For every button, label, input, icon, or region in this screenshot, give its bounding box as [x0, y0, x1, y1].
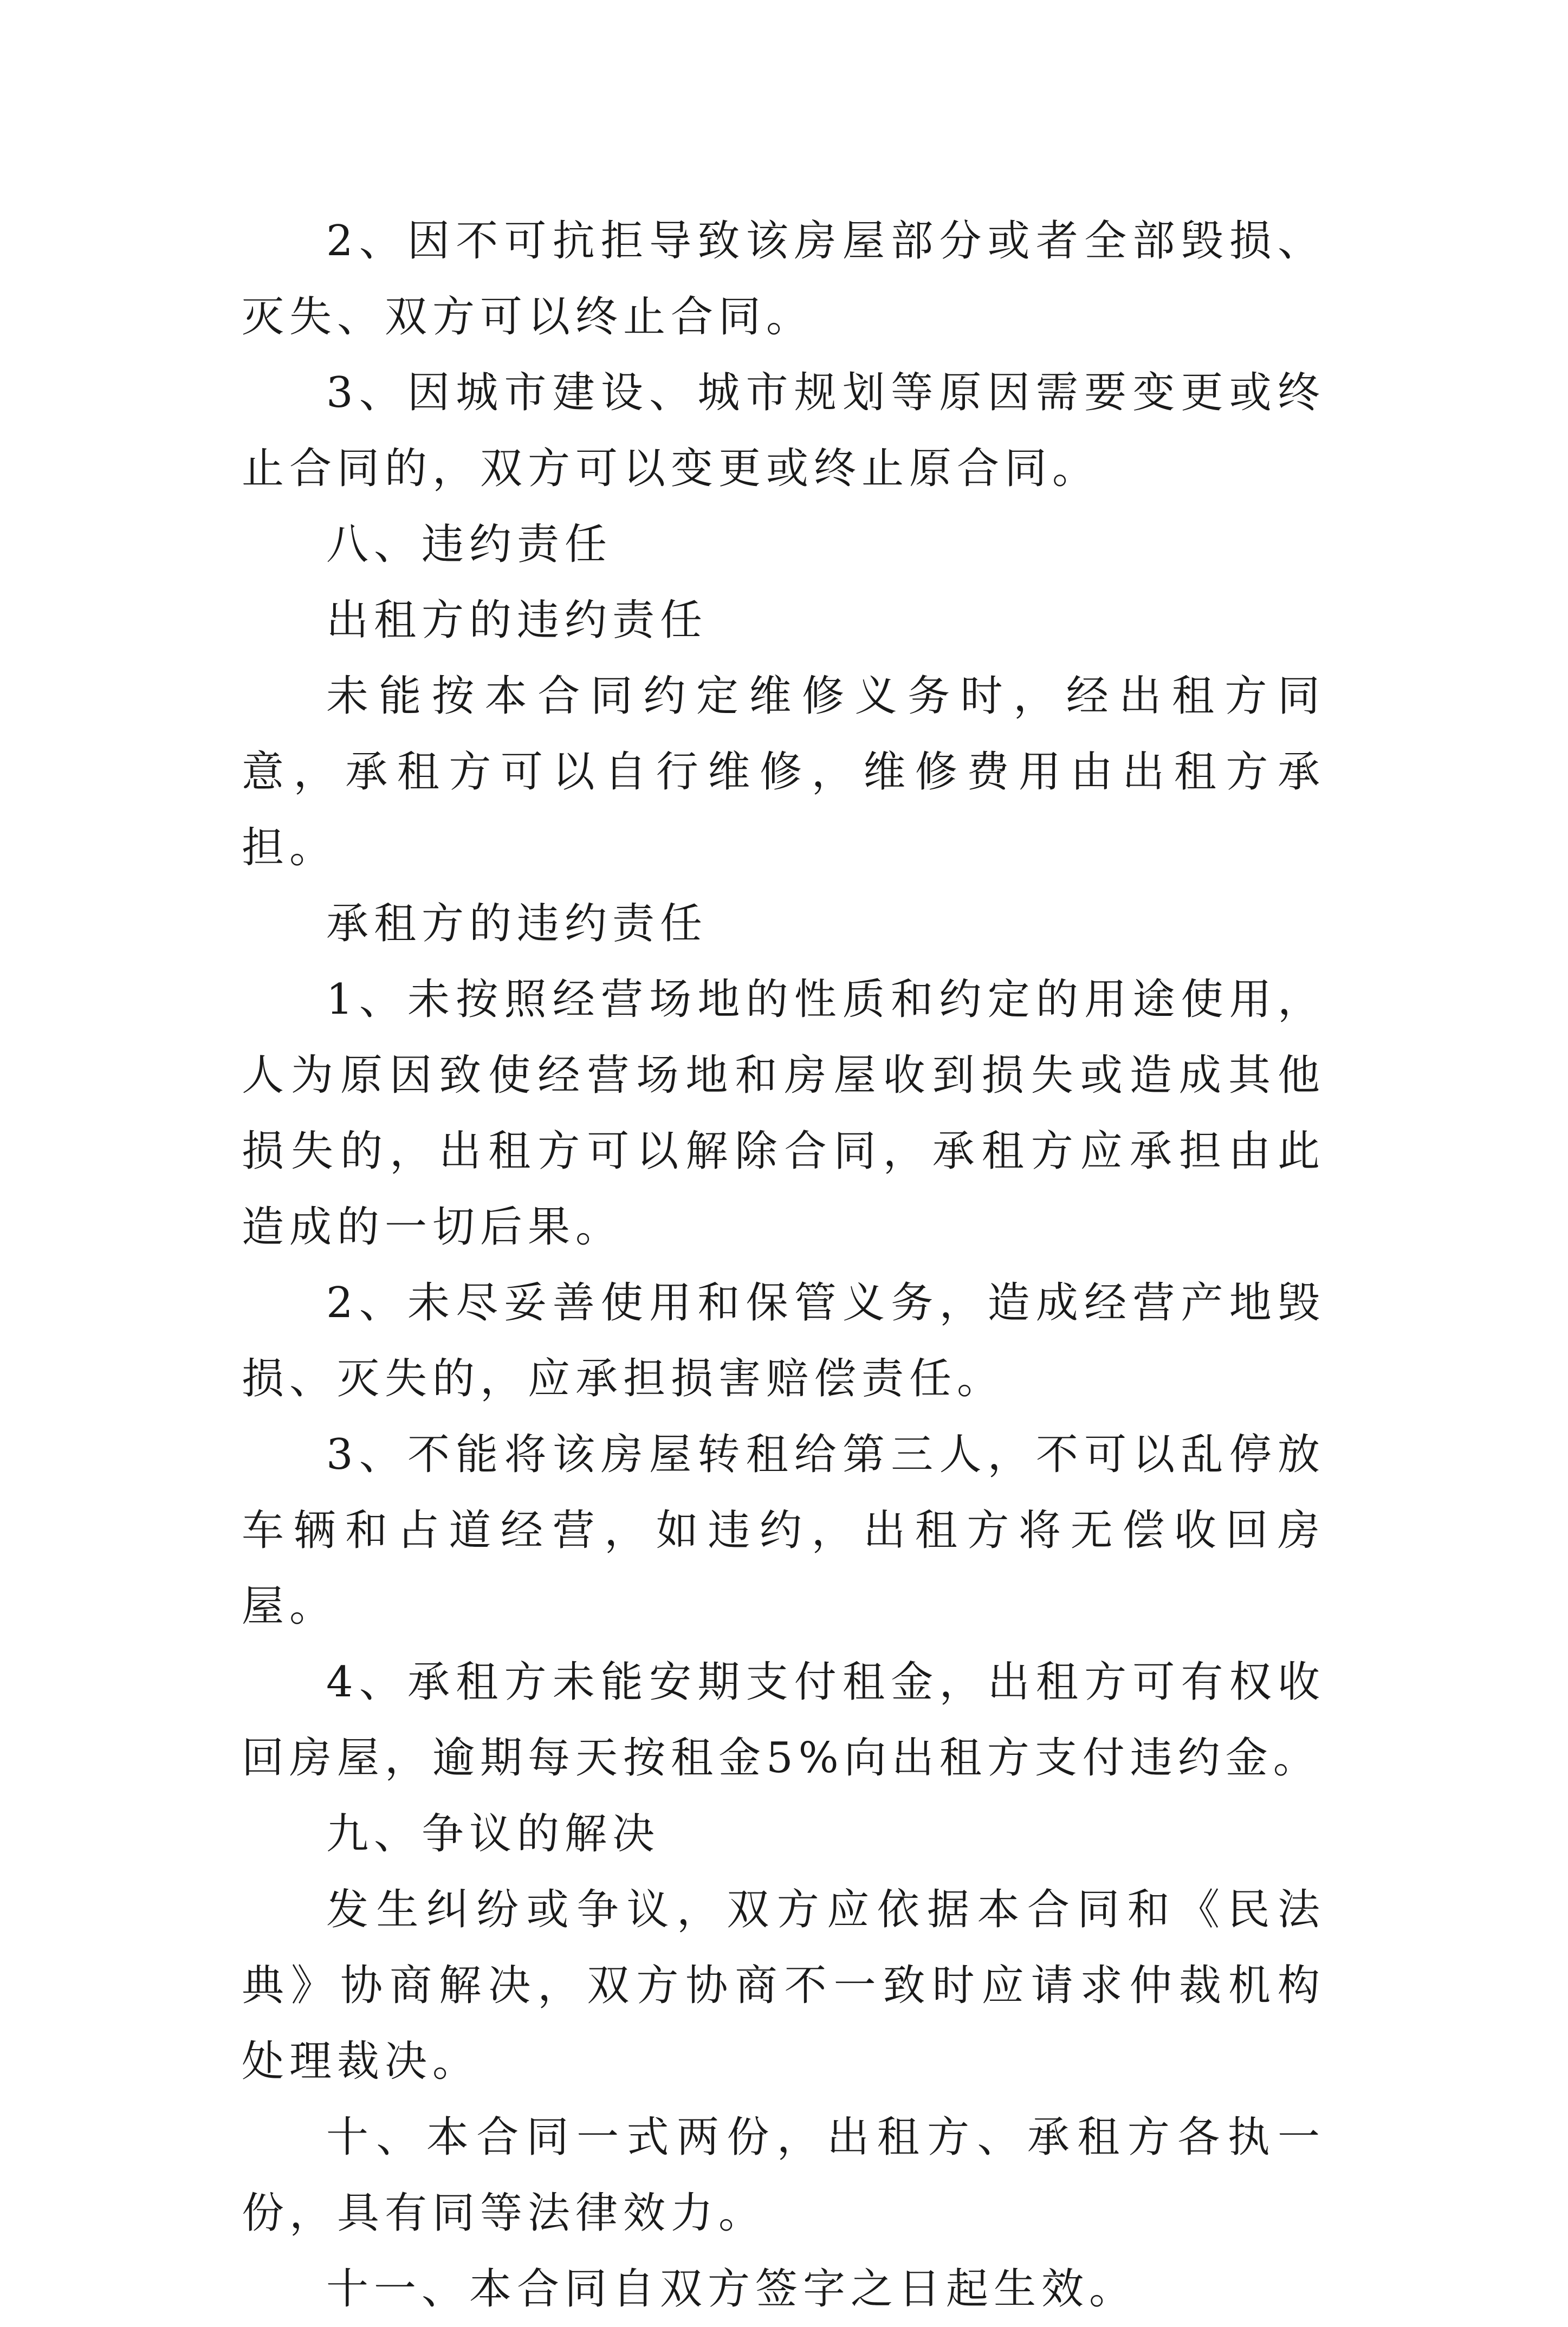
paragraph-lessor-breach: 未能按本合同约定维修义务时，经出租方同意，承租方可以自行维修，维修费用由出租方承担。 — [242, 672, 1325, 872]
paragraph-clause-7-3: 3、因城市建设、城市规划等原因需要变更或终止合同的，双方可以变更或终止原合同。 — [242, 368, 1325, 493]
paragraph-clause-11-effective: 十一、本合同自双方签字之日起生效。 — [326, 2265, 1137, 2313]
document-body — [242, 203, 1325, 2327]
subheading-lessee-breach: 承租方的违约责任 — [326, 899, 708, 948]
paragraph-clause-7-2: 2、因不可抗拒导致该房屋部分或者全部毁损、灭失、双方可以终止合同。 — [242, 217, 1325, 341]
paragraph-lessee-breach-4: 4、承租方未能安期支付租金，出租方可有权收回房屋，逾期每天按租金5%向出租方支付违约金。 — [242, 1658, 1325, 1782]
section-heading-dispute: 九、争议的解决 — [326, 1810, 660, 1858]
paragraph-clause-10-copies: 十、本合同一式两份，出租方、承租方各执一份，具有同等法律效力。 — [242, 2113, 1325, 2238]
paragraph-lessee-breach-1: 1、未按照经营场地的性质和约定的用途使用，人为原因致使经营场地和房屋收到损失或造成其他损失的，出租方可以解除合同，承租方应承担由此造成的一切后果。 — [242, 975, 1325, 1252]
paragraph-lessee-breach-3: 3、不能将该房屋转租给第三人，不可以乱停放车辆和占道经营，如违约，出租方将无偿收回房屋。 — [242, 1430, 1325, 1631]
paragraph-lessee-breach-2: 2、未尽妥善使用和保管义务，造成经营产地毁损、灭失的，应承担损害赔偿责任。 — [242, 1279, 1325, 1403]
section-heading-breach: 八、违约责任 — [326, 520, 613, 569]
subheading-lessor-breach: 出租方的违约责任 — [326, 596, 708, 645]
paragraph-dispute-resolution: 发生纠纷或争议，双方应依据本合同和《民法典》协商解决，双方协商不一致时应请求仲裁机构处理裁决。 — [242, 1885, 1325, 2086]
